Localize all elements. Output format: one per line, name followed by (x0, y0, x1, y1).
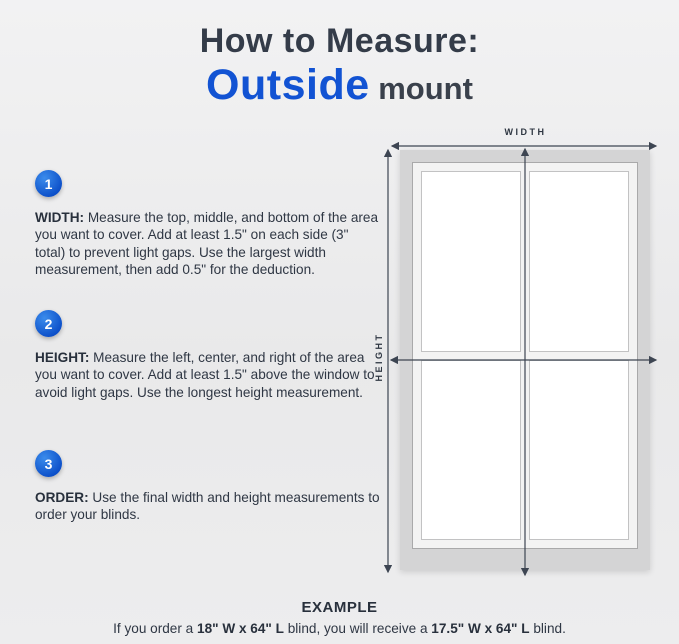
title-line-1: How to Measure: (199, 22, 480, 60)
measurement-arrows (383, 128, 668, 588)
window-diagram (374, 127, 668, 588)
step-3-label: ORDER: (35, 490, 89, 505)
example-middle: blind, you will receive a (283, 621, 432, 636)
height-label: HEIGHT (374, 332, 384, 382)
step-3-badge (35, 450, 62, 477)
step-2-badge (35, 310, 62, 337)
step-1-badge (35, 170, 62, 197)
step-3-number: 3 (44, 455, 53, 472)
example-heading: EXAMPLE (301, 599, 378, 616)
page-header (0, 22, 679, 109)
step-1-text (35, 209, 382, 279)
step-order (35, 450, 382, 524)
step-height (35, 310, 382, 401)
title-rest-mount: mount (369, 71, 473, 106)
step-2-label: HEIGHT: (35, 350, 90, 365)
title-line-2 (0, 62, 679, 109)
step-1-number: 1 (44, 175, 53, 192)
step-width (35, 170, 382, 279)
example-receive-size: 17.5" W x 64" L (431, 621, 530, 636)
step-2-text (35, 349, 382, 401)
example-text (0, 621, 679, 636)
example-suffix: blind. (529, 621, 566, 636)
example-order-size: 18" W x 64" L (197, 621, 284, 636)
example-prefix: If you order a (113, 621, 198, 636)
step-2-body: Measure the left, center, and right of the area you want to cover. Add at least 1.5" above the window to avoid light gaps. Use the longest height measurement. (35, 350, 375, 400)
width-label: WIDTH (504, 127, 547, 137)
step-1-label: WIDTH: (35, 210, 85, 225)
step-1-body: Measure the top, middle, and bottom of the area you want to cover. Add at least 1.5" on each side (3" total) to prevent light gaps. Use the largest width measurement, then add 0.5" for the deduction. (35, 210, 379, 278)
example-section (0, 599, 679, 636)
step-3-body: Use the final width and height measurements to order your blinds. (35, 490, 380, 523)
step-3-text (35, 489, 382, 524)
step-2-number: 2 (44, 315, 53, 332)
title-accent-outside: Outside (206, 61, 370, 109)
